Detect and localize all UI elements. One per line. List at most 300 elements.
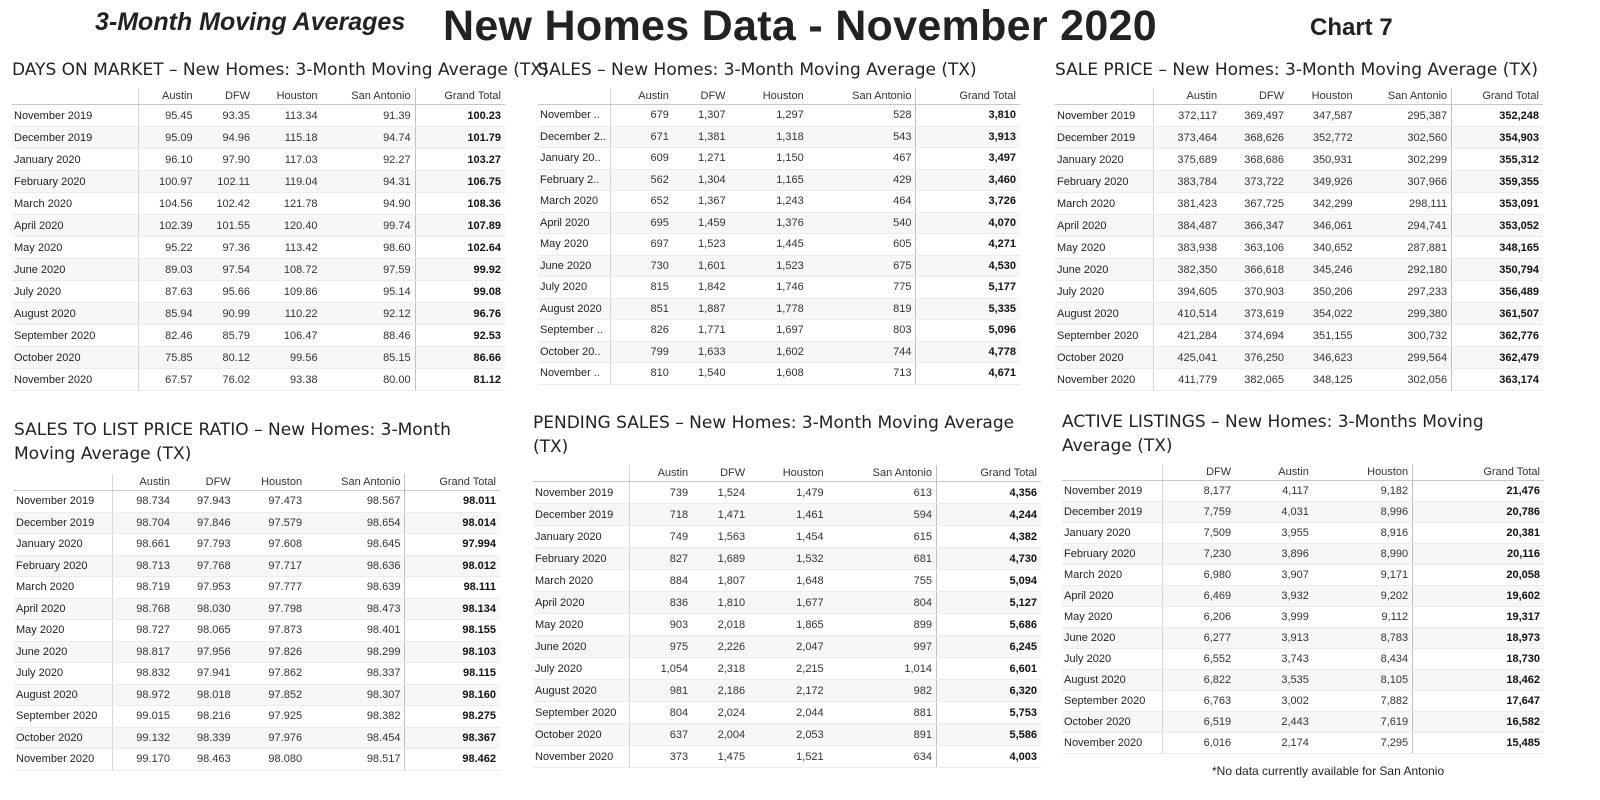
value-cell: 1,532: [749, 548, 828, 570]
row-label: June 2020: [533, 636, 630, 658]
value-cell: 975: [630, 636, 693, 658]
value-cell: 1,318: [730, 126, 808, 148]
grand-total-cell: 353,052: [1452, 215, 1543, 237]
value-cell: 3,907: [1235, 565, 1313, 586]
row-label: February 2020: [1055, 171, 1154, 193]
grand-total-cell: 20,381: [1413, 523, 1544, 544]
row-label: November ..: [538, 105, 611, 127]
value-cell: 94.74: [322, 127, 416, 149]
column-header: San Antonio: [322, 88, 416, 105]
value-cell: 97.925: [235, 706, 306, 728]
sale-price-panel: [1055, 58, 1543, 391]
value-cell: 374,694: [1221, 325, 1288, 347]
value-cell: 97.90: [197, 149, 254, 171]
value-cell: 370,903: [1221, 281, 1288, 303]
value-cell: 98.382: [306, 706, 405, 728]
grand-total-cell: 15,485: [1413, 733, 1544, 754]
value-cell: 99.56: [254, 347, 322, 369]
value-cell: 383,784: [1154, 171, 1222, 193]
row-label: July 2020: [1062, 649, 1163, 670]
column-header: Houston: [235, 474, 306, 491]
column-header: Austin: [113, 474, 174, 491]
grand-total-cell: 5,096: [916, 320, 1020, 342]
data-table: [1055, 88, 1543, 391]
value-cell: 98.639: [306, 577, 405, 599]
value-cell: 2,018: [692, 614, 749, 636]
grand-total-cell: 4,070: [916, 212, 1020, 234]
value-cell: 9,182: [1313, 481, 1413, 502]
grand-total-cell: 19,602: [1413, 586, 1544, 607]
header-row: [12, 88, 505, 105]
value-cell: 98.030: [174, 598, 235, 620]
grand-total-cell: 5,094: [936, 570, 1041, 592]
value-cell: 363,106: [1221, 237, 1288, 259]
value-cell: 98.299: [306, 641, 405, 663]
value-cell: 679: [611, 105, 673, 127]
value-cell: 349,926: [1288, 171, 1357, 193]
value-cell: 2,172: [749, 680, 828, 702]
grand-total-cell: 3,497: [916, 148, 1020, 170]
grand-total-cell: 4,271: [916, 234, 1020, 256]
value-cell: 429: [808, 169, 916, 191]
value-cell: 6,519: [1163, 712, 1236, 733]
grand-total-cell: 98.012: [405, 555, 500, 577]
row-label: February 2020: [533, 548, 630, 570]
column-header: DFW: [673, 88, 730, 105]
value-cell: 98.719: [113, 577, 174, 599]
value-cell: 615: [828, 526, 937, 548]
grand-total-cell: 6,601: [936, 658, 1041, 680]
row-label: April 2020: [1062, 586, 1163, 607]
value-cell: 749: [630, 526, 693, 548]
row-label: January 2020: [12, 149, 139, 171]
row-label: July 2020: [538, 277, 611, 299]
value-cell: 1,887: [673, 298, 730, 320]
panel-title: SALES TO LIST PRICE RATIO – New Homes: 3-Month Moving Average (TX): [14, 420, 451, 464]
value-cell: 1,807: [692, 570, 749, 592]
table-row: [1055, 347, 1543, 369]
value-cell: 97.473: [235, 491, 306, 513]
value-cell: 98.018: [174, 684, 235, 706]
value-cell: 697: [611, 234, 673, 256]
table-row: [12, 347, 505, 369]
column-header: San Antonio: [828, 465, 937, 482]
table-row: [1055, 325, 1543, 347]
table-row: [1062, 586, 1544, 607]
value-cell: 671: [611, 126, 673, 148]
table-row: [538, 298, 1020, 320]
grand-total-cell: 101.79: [415, 127, 505, 149]
row-label: October 2020: [14, 727, 113, 749]
value-cell: 2,443: [1235, 712, 1313, 733]
value-cell: 98.080: [235, 749, 306, 771]
value-cell: 755: [828, 570, 937, 592]
table-row: [1062, 712, 1544, 733]
value-cell: 411,779: [1154, 369, 1222, 391]
table-row: [538, 277, 1020, 299]
value-cell: 903: [630, 614, 693, 636]
value-cell: 6,016: [1163, 733, 1236, 754]
value-cell: 121.78: [254, 193, 322, 215]
value-cell: 90.99: [197, 303, 254, 325]
value-cell: 97.798: [235, 598, 306, 620]
value-cell: 97.873: [235, 620, 306, 642]
value-cell: 98.768: [113, 598, 174, 620]
table-row: [1055, 259, 1543, 281]
value-cell: 981: [630, 680, 693, 702]
value-cell: 117.03: [254, 149, 322, 171]
corner-header: [533, 465, 630, 482]
table-row: [1055, 149, 1543, 171]
value-cell: 298,111: [1357, 193, 1452, 215]
value-cell: 1,523: [730, 255, 808, 277]
value-cell: 97.777: [235, 577, 306, 599]
row-label: January 20..: [538, 148, 611, 170]
value-cell: 1,297: [730, 105, 808, 127]
value-cell: 300,732: [1357, 325, 1452, 347]
value-cell: 93.35: [197, 105, 254, 127]
row-label: December 2019: [533, 504, 630, 526]
grand-total-cell: 362,479: [1452, 347, 1543, 369]
column-header: Grand Total: [916, 88, 1020, 105]
value-cell: 98.60: [322, 237, 416, 259]
value-cell: 1,697: [730, 320, 808, 342]
table-row: [1062, 544, 1544, 565]
column-header: Houston: [254, 88, 322, 105]
corner-header: [1062, 464, 1163, 481]
row-label: March 2020: [1062, 565, 1163, 586]
value-cell: 467: [808, 148, 916, 170]
value-cell: 373: [630, 746, 693, 768]
table-row: [538, 148, 1020, 170]
table-row: [538, 320, 1020, 342]
value-cell: 373,722: [1221, 171, 1288, 193]
table-row: [533, 570, 1041, 592]
value-cell: 8,916: [1313, 523, 1413, 544]
row-label: January 2020: [1055, 149, 1154, 171]
value-cell: 1,865: [749, 614, 828, 636]
value-cell: 80.12: [197, 347, 254, 369]
value-cell: 384,487: [1154, 215, 1222, 237]
grand-total-cell: 5,686: [936, 614, 1041, 636]
value-cell: 1,304: [673, 169, 730, 191]
table-row: [1062, 523, 1544, 544]
value-cell: 294,741: [1357, 215, 1452, 237]
row-label: September 2020: [1062, 691, 1163, 712]
grand-total-cell: 98.014: [405, 512, 500, 534]
value-cell: 97.59: [322, 259, 416, 281]
table-row: [14, 491, 500, 513]
value-cell: 99.170: [113, 749, 174, 771]
value-cell: 287,881: [1357, 237, 1452, 259]
value-cell: 1,523: [673, 234, 730, 256]
column-header: Houston: [730, 88, 808, 105]
value-cell: 6,277: [1163, 628, 1236, 649]
value-cell: 369,497: [1221, 105, 1288, 127]
value-cell: 82.46: [139, 325, 197, 347]
value-cell: 96.10: [139, 149, 197, 171]
grand-total-cell: 4,003: [936, 746, 1041, 768]
value-cell: 292,180: [1357, 259, 1452, 281]
table-row: [1062, 691, 1544, 712]
table-row: [1062, 649, 1544, 670]
table-row: [533, 636, 1041, 658]
row-label: November 2020: [1062, 733, 1163, 754]
grand-total-cell: 16,582: [1413, 712, 1544, 733]
corner-header: [538, 88, 611, 105]
value-cell: 6,206: [1163, 607, 1236, 628]
value-cell: 775: [808, 277, 916, 299]
value-cell: 89.03: [139, 259, 197, 281]
column-header: Grand Total: [415, 88, 505, 105]
value-cell: 713: [808, 363, 916, 385]
grand-total-cell: 361,507: [1452, 303, 1543, 325]
row-label: August 2020: [14, 684, 113, 706]
value-cell: 366,347: [1221, 215, 1288, 237]
value-cell: 2,318: [692, 658, 749, 680]
row-label: October 2020: [12, 347, 139, 369]
value-cell: 7,882: [1313, 691, 1413, 712]
column-header: Houston: [1288, 88, 1357, 105]
table-row: [12, 369, 505, 391]
header-row: [14, 474, 500, 491]
value-cell: 1,521: [749, 746, 828, 768]
row-label: May 2020: [12, 237, 139, 259]
column-header: DFW: [1221, 88, 1288, 105]
data-table: [14, 474, 500, 771]
table-row: [533, 504, 1041, 526]
row-label: June 2020: [538, 255, 611, 277]
grand-total-cell: 350,794: [1452, 259, 1543, 281]
corner-header: [12, 88, 139, 105]
value-cell: 94.96: [197, 127, 254, 149]
value-cell: 1,746: [730, 277, 808, 299]
row-label: June 2020: [12, 259, 139, 281]
value-cell: 102.11: [197, 171, 254, 193]
sales-to-list-ratio-panel: [14, 418, 500, 771]
row-label: April 2020: [1055, 215, 1154, 237]
value-cell: 1,271: [673, 148, 730, 170]
value-cell: 899: [828, 614, 937, 636]
grand-total-cell: 3,913: [916, 126, 1020, 148]
table-row: [538, 212, 1020, 234]
grand-total-cell: 108.36: [415, 193, 505, 215]
row-label: April 2020: [538, 212, 611, 234]
grand-total-cell: 5,586: [936, 724, 1041, 746]
value-cell: 2,215: [749, 658, 828, 680]
value-cell: 410,514: [1154, 303, 1222, 325]
value-cell: 8,105: [1313, 670, 1413, 691]
table-row: [14, 598, 500, 620]
row-label: August 2020: [12, 303, 139, 325]
value-cell: 92.27: [322, 149, 416, 171]
grand-total-cell: 98.115: [405, 663, 500, 685]
value-cell: 1,471: [692, 504, 749, 526]
row-label: December 2..: [538, 126, 611, 148]
column-header: DFW: [692, 465, 749, 482]
table-row: [533, 680, 1041, 702]
value-cell: 97.717: [235, 555, 306, 577]
grand-total-cell: 4,530: [916, 255, 1020, 277]
value-cell: 351,155: [1288, 325, 1357, 347]
value-cell: 634: [828, 746, 937, 768]
value-cell: 95.14: [322, 281, 416, 303]
value-cell: 744: [808, 341, 916, 363]
grand-total-cell: 18,973: [1413, 628, 1544, 649]
table-row: [533, 658, 1041, 680]
grand-total-cell: 362,776: [1452, 325, 1543, 347]
row-label: March 2020: [12, 193, 139, 215]
data-table: [12, 88, 505, 391]
value-cell: 851: [611, 298, 673, 320]
value-cell: 6,980: [1163, 565, 1236, 586]
value-cell: 91.39: [322, 105, 416, 127]
row-label: January 2020: [1062, 523, 1163, 544]
value-cell: 464: [808, 191, 916, 213]
panel-title: SALE PRICE – New Homes: 3-Month Moving Average (TX): [1055, 60, 1538, 80]
row-label: April 2020: [533, 592, 630, 614]
value-cell: 881: [828, 702, 937, 724]
grand-total-cell: 20,058: [1413, 565, 1544, 586]
value-cell: 1,459: [673, 212, 730, 234]
grand-total-cell: 21,476: [1413, 481, 1544, 502]
value-cell: 87.63: [139, 281, 197, 303]
table-row: [1062, 565, 1544, 586]
column-header: Austin: [139, 88, 197, 105]
value-cell: 1,307: [673, 105, 730, 127]
value-cell: 302,299: [1357, 149, 1452, 171]
value-cell: 350,931: [1288, 149, 1357, 171]
value-cell: 4,117: [1235, 481, 1313, 502]
table-row: [12, 303, 505, 325]
table-row: [1055, 127, 1543, 149]
value-cell: 3,913: [1235, 628, 1313, 649]
value-cell: 97.943: [174, 491, 235, 513]
table-row: [533, 548, 1041, 570]
table-row: [1055, 281, 1543, 303]
header-row: [538, 88, 1020, 105]
row-label: November 2020: [1055, 369, 1154, 391]
value-cell: 1,524: [692, 482, 749, 504]
table-row: [1055, 303, 1543, 325]
grand-total-cell: 5,335: [916, 298, 1020, 320]
value-cell: 98.734: [113, 491, 174, 513]
value-cell: 372,117: [1154, 105, 1222, 127]
value-cell: 7,619: [1313, 712, 1413, 733]
value-cell: 368,626: [1221, 127, 1288, 149]
row-label: January 2020: [14, 534, 113, 556]
value-cell: 93.38: [254, 369, 322, 391]
grand-total-cell: 92.53: [415, 325, 505, 347]
value-cell: 1,243: [730, 191, 808, 213]
column-header: Houston: [1313, 464, 1413, 481]
value-cell: 1,479: [749, 482, 828, 504]
value-cell: 95.45: [139, 105, 197, 127]
grand-total-cell: 3,726: [916, 191, 1020, 213]
row-label: November 2019: [1055, 105, 1154, 127]
table-row: [1055, 193, 1543, 215]
grand-total-cell: 4,382: [936, 526, 1041, 548]
row-label: November 2019: [14, 491, 113, 513]
value-cell: 613: [828, 482, 937, 504]
value-cell: 97.862: [235, 663, 306, 685]
grand-total-cell: 86.66: [415, 347, 505, 369]
data-table: [533, 465, 1041, 768]
value-cell: 110.22: [254, 303, 322, 325]
value-cell: 1,150: [730, 148, 808, 170]
value-cell: 7,230: [1163, 544, 1236, 565]
grand-total-cell: 98.011: [405, 491, 500, 513]
value-cell: 88.46: [322, 325, 416, 347]
row-label: September 2020: [14, 706, 113, 728]
value-cell: 373,464: [1154, 127, 1222, 149]
table-row: [1062, 481, 1544, 502]
value-cell: 383,938: [1154, 237, 1222, 259]
value-cell: 652: [611, 191, 673, 213]
value-cell: 98.661: [113, 534, 174, 556]
table-row: [538, 341, 1020, 363]
pending-sales-panel: [533, 411, 1041, 768]
row-label: March 2020: [14, 577, 113, 599]
value-cell: 982: [828, 680, 937, 702]
grand-total-cell: 5,177: [916, 277, 1020, 299]
value-cell: 543: [808, 126, 916, 148]
table-row: [533, 592, 1041, 614]
value-cell: 98.473: [306, 598, 405, 620]
value-cell: 368,686: [1221, 149, 1288, 171]
value-cell: 381,423: [1154, 193, 1222, 215]
row-label: April 2020: [14, 598, 113, 620]
value-cell: 9,171: [1313, 565, 1413, 586]
grand-total-cell: 106.75: [415, 171, 505, 193]
row-label: October 2020: [1062, 712, 1163, 733]
column-header: Austin: [611, 88, 673, 105]
table-row: [1062, 670, 1544, 691]
row-label: August 2020: [1055, 303, 1154, 325]
column-header: San Antonio: [808, 88, 916, 105]
table-row: [12, 259, 505, 281]
grand-total-cell: 353,091: [1452, 193, 1543, 215]
value-cell: 98.567: [306, 491, 405, 513]
value-cell: 2,004: [692, 724, 749, 746]
table-row: [1062, 502, 1544, 523]
value-cell: 637: [630, 724, 693, 746]
value-cell: 7,759: [1163, 502, 1236, 523]
value-cell: 98.454: [306, 727, 405, 749]
table-row: [12, 149, 505, 171]
row-label: June 2020: [14, 641, 113, 663]
value-cell: 891: [828, 724, 937, 746]
row-label: December 2019: [14, 512, 113, 534]
value-cell: 97.54: [197, 259, 254, 281]
value-cell: 115.18: [254, 127, 322, 149]
value-cell: 718: [630, 504, 693, 526]
value-cell: 1,165: [730, 169, 808, 191]
value-cell: 1,648: [749, 570, 828, 592]
grand-total-cell: 98.462: [405, 749, 500, 771]
value-cell: 95.22: [139, 237, 197, 259]
value-cell: 1,771: [673, 320, 730, 342]
row-label: August 2020: [538, 298, 611, 320]
row-label: September ..: [538, 320, 611, 342]
row-label: April 2020: [12, 215, 139, 237]
row-label: May 2020: [538, 234, 611, 256]
value-cell: 6,469: [1163, 586, 1236, 607]
value-cell: 382,065: [1221, 369, 1288, 391]
value-cell: 1,778: [730, 298, 808, 320]
row-label: October 2020: [1055, 347, 1154, 369]
value-cell: 98.636: [306, 555, 405, 577]
